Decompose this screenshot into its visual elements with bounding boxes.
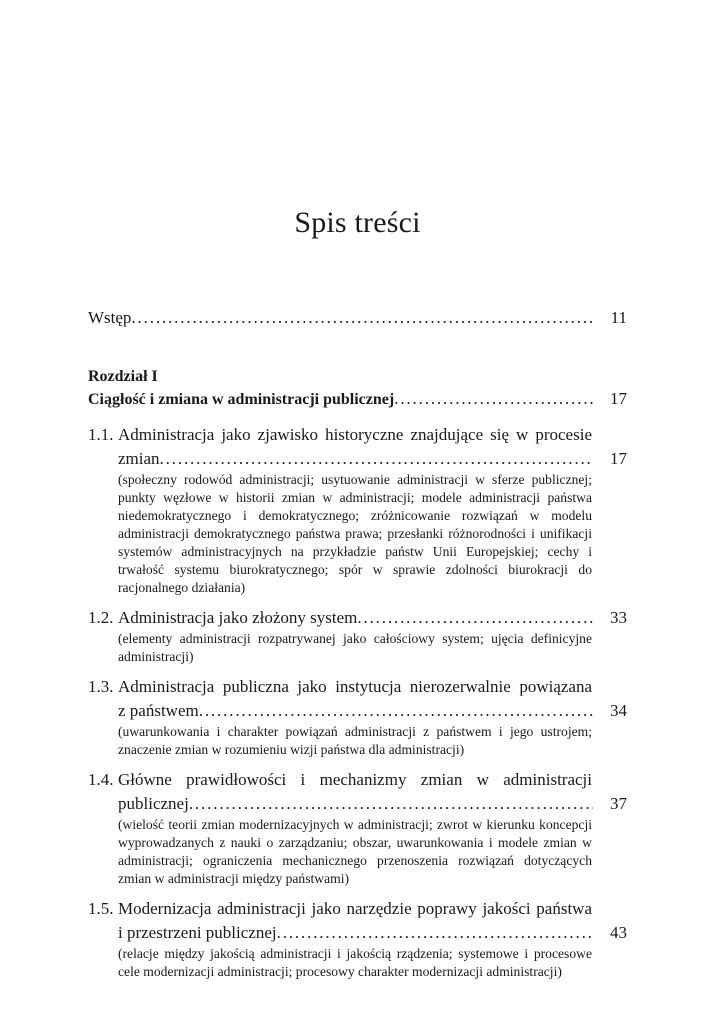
page-title: Spis treści bbox=[294, 206, 421, 239]
toc-page-number: 17 bbox=[610, 389, 627, 408]
toc-leader-dots bbox=[131, 306, 593, 330]
toc-page-number: 37 bbox=[610, 794, 627, 813]
section-title-line: z państwem bbox=[118, 701, 199, 720]
section-title-line: Administracja jako zjawisko historyczne znajdujące się w procesie bbox=[118, 425, 592, 444]
section-number: 1.4. bbox=[88, 770, 114, 789]
toc-page-number: 33 bbox=[610, 608, 627, 627]
section-number: 1.2. bbox=[88, 608, 114, 627]
toc-page-number: 11 bbox=[610, 308, 627, 327]
section-title-line: zmian bbox=[118, 449, 160, 468]
toc-leader-dots bbox=[394, 387, 593, 411]
chapter-label: Rozdział I bbox=[88, 368, 158, 385]
toc-page-number: 43 bbox=[610, 923, 627, 942]
toc-entry-section[interactable] bbox=[88, 606, 627, 666]
toc-leader-dots bbox=[189, 792, 593, 816]
section-title-line: Modernizacja administracji jako narzędzie poprawy jakości państwa bbox=[118, 899, 592, 918]
toc-entry-section[interactable] bbox=[88, 675, 627, 759]
table-of-contents bbox=[88, 306, 627, 981]
section-title-line: Główne prawidłowości i mechanizmy zmian w administracji bbox=[118, 770, 592, 789]
section-description: (wielość teorii zmian modernizacyjnych w administracji; zwrot w kierunku koncepcji wyprowadzanych z nauki o zarządzaniu; obszar, uwarunkowania i modele zmian w administracji; ograniczenia mechanicznego przenoszenia rozwiązań dotyczących zmian w administracji między państwami) bbox=[118, 817, 592, 886]
section-description: (relacje między jakością administracji i jakością rządzenia; systemowe i procesowe cele modernizacji administracji; procesowy charakter modernizacji administracji) bbox=[118, 946, 592, 979]
toc-entry-chapter[interactable] bbox=[88, 387, 627, 412]
toc-entry-section[interactable] bbox=[88, 423, 627, 597]
toc-page-number: 34 bbox=[610, 701, 627, 720]
toc-entry-section[interactable] bbox=[88, 768, 627, 888]
toc-leader-dots bbox=[160, 447, 593, 471]
toc-leader-dots bbox=[357, 606, 593, 630]
section-description: (społeczny rodowód administracji; usytuowanie administracji w sferze publicznej; punkty węzłowe w historii zmian w administracji; modele administracji państwa niedemokratycznego i demokratycznego; zróżnicowanie rozwiązań w modelu administracji demokratycznego państwa prawa; przesłanki różnorodności i unifikacji systemów administracyjnych na przykładzie państw Unii Europejskiej; cechy i trwałość systemu biurokratycznego; spór w sprawie zdolności biurokracji do racjonalnego działania) bbox=[118, 472, 592, 595]
section-title-line: i przestrzeni publicznej bbox=[118, 923, 277, 942]
section-description: (uwarunkowania i charakter powiązań administracji z państwem i jego ustrojem; znaczenie zmian w rozumieniu wizji państwa dla administracji) bbox=[118, 724, 592, 757]
toc-leader-dots bbox=[277, 921, 593, 945]
section-title-line: Administracja publiczna jako instytucja nierozerwalnie powiązana bbox=[118, 677, 592, 696]
toc-entry-section[interactable] bbox=[88, 897, 627, 981]
toc-entry-label: Wstęp bbox=[88, 308, 132, 327]
toc-leader-dots bbox=[199, 699, 593, 723]
section-number: 1.3. bbox=[88, 677, 114, 696]
toc-entry-intro[interactable] bbox=[88, 306, 627, 330]
section-title-line: publicznej bbox=[118, 794, 189, 813]
section-number: 1.5. bbox=[88, 899, 114, 918]
section-title-line: Administracja jako złożony system bbox=[118, 608, 358, 627]
chapter-title: Ciągłość i zmiana w administracji publicznej bbox=[88, 391, 395, 408]
toc-page-number: 17 bbox=[610, 449, 627, 468]
section-description: (elementy administracji rozpatrywanej jako całościowy system; ujęcia definicyjne administracji) bbox=[118, 631, 592, 664]
section-number: 1.1. bbox=[88, 425, 114, 444]
toc-page bbox=[88, 0, 627, 1024]
